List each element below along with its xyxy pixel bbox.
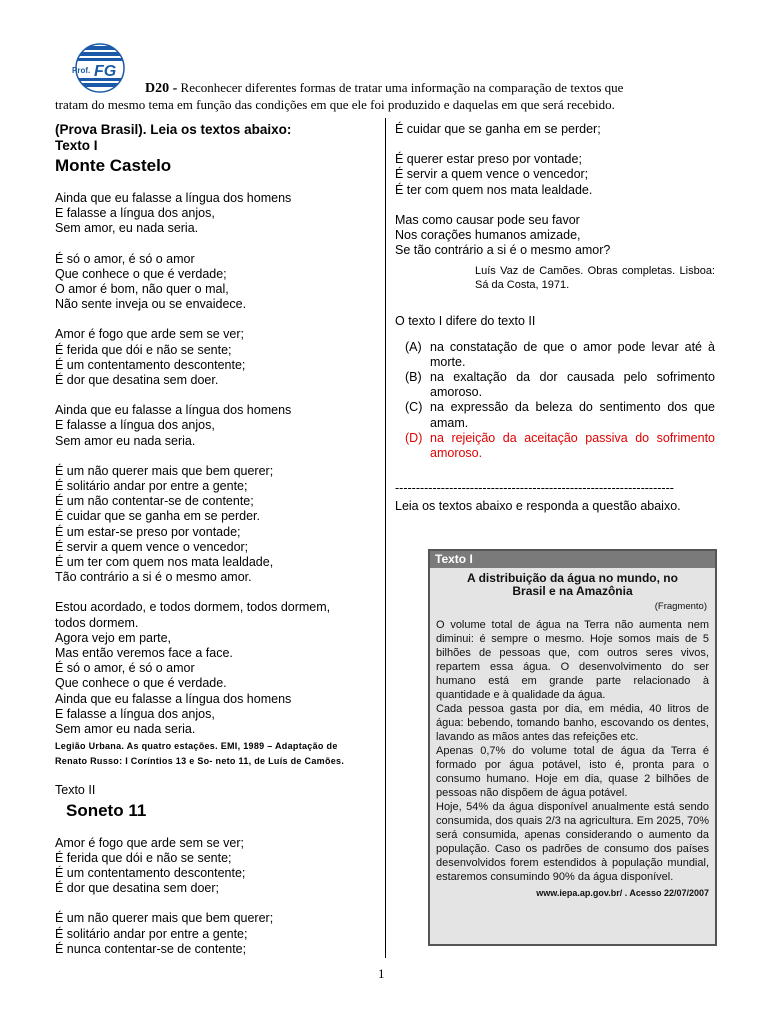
verse-line: É ter com quem nos mata lealdade.	[395, 182, 593, 197]
verse-line: Mas como causar pode seu favor	[395, 212, 580, 227]
verse-line: É só o amor, é só o amor	[55, 251, 195, 266]
texto2-title: Soneto 11	[66, 800, 147, 820]
verse-line: Ainda que eu falasse a língua dos homens	[55, 191, 292, 205]
verse-line: Que conhece o que é verdade;	[55, 266, 227, 281]
figure-paragraph: O volume total de água na Terra não aumenta nem diminui: é sempre o mesmo. Hoje somos mais de 5 bilhões de pessoas que, com outros seres vivos, repartem essa água. O desenvolvimento do ser humano está em grande parte relacionado à quantidade e à qualidade da água.	[436, 619, 709, 701]
page-number: 1	[378, 966, 385, 981]
verse-line: E falasse a língua dos anjos,	[55, 706, 215, 721]
verse-line: É servir a quem vence o vencedor;	[395, 167, 589, 182]
verse-line: Amor é fogo que arde sem se ver;	[55, 835, 244, 850]
descriptor-line-2: tratam do mesmo tema em função das condições em que ele foi produzido e daquelas em que será recebido.	[55, 97, 615, 112]
texto1-stanza	[55, 191, 377, 237]
texto-box-agua	[428, 549, 717, 946]
texto2-stanza	[395, 152, 715, 198]
texto1-stanza	[55, 403, 377, 449]
verse-line: Sem amor eu nada seria.	[55, 433, 196, 448]
texto1-stanza	[55, 252, 377, 313]
verse-line: É dor que desatina sem doer.	[55, 373, 219, 388]
figure-paragraph: Apenas 0,7% do volume total de água da Terra é formado por água potável, isto é, pronta para o consumo humano. Hoje em dia, quase 2 bilhões de pessoas não dispõem de água potável.	[436, 745, 709, 799]
texto1-title: Monte Castelo	[55, 156, 172, 175]
option-label: (A)	[405, 339, 422, 354]
credit-line: Legião Urbana. As quatro estações. EMI, 1989 – Adaptação de	[55, 741, 338, 752]
figure-paragraph: Hoje, 54% da água disponível anualmente está sendo consumida, dos quais 2/3 na agricultura. Em 2025, 70% será consumida, apenas considerando o aumento da população. Caso os padrões de consumo dos países desenvolvidos forem estendidos à população mundial, estaremos consumindo 90% da água disponível.	[436, 801, 709, 883]
verse-line: Amor é fogo que arde sem se ver;	[55, 327, 244, 342]
verse-line: É solitário andar por entre a gente;	[55, 926, 248, 941]
texto2-stanza	[395, 122, 715, 137]
texto1-label: Texto I	[55, 138, 98, 153]
option-d-correct[interactable]	[405, 431, 715, 461]
verse-line: Sem amor, eu nada seria.	[55, 221, 199, 236]
verse-line: Sem amor eu nada seria.	[55, 722, 196, 737]
figure-title-line: Brasil e na Amazônia	[512, 584, 633, 598]
verse-line: É um contentamento descontente;	[55, 865, 246, 880]
dashed-separator: -------------------------------------------------------------------	[395, 481, 674, 496]
verse-line: É dor que desatina sem doer;	[55, 881, 219, 896]
texto2-stanza	[55, 911, 377, 957]
figure-label: Texto I	[430, 551, 715, 568]
verse-line: Que conhece o que é verdade.	[55, 676, 227, 691]
verse-line: O amor é bom, não quer o mal,	[55, 282, 229, 297]
question-stem: O texto I difere do texto II	[395, 314, 536, 329]
verse-line: É cuidar que se ganha em se perder;	[395, 122, 601, 136]
option-text: na constatação de que o amor pode levar até à morte.	[430, 339, 715, 369]
verse-line: É servir a quem vence o vencedor;	[55, 539, 249, 554]
texto2-reference: Luís Vaz de Camões. Obras completas. Lisboa: Sá da Costa, 1971.	[475, 265, 715, 292]
figure-body	[430, 618, 715, 884]
option-text: na exaltação da dor causada pelo sofrimento amoroso.	[430, 370, 715, 400]
descriptor-line-1: Reconhecer diferentes formas de tratar uma informação na comparação de textos que	[180, 80, 624, 95]
verse-line: Ainda que eu falasse a língua dos homens	[55, 403, 292, 418]
texto1-stanza	[55, 327, 377, 388]
intro-heading: (Prova Brasil). Leia os textos abaixo:	[55, 122, 292, 137]
verse-line: todos dormem.	[55, 615, 139, 630]
figure-title	[430, 572, 715, 598]
verse-line: É cuidar que se ganha em se perder.	[55, 509, 260, 524]
verse-line: É só o amor, é só o amor	[55, 661, 195, 676]
option-label: (B)	[405, 370, 422, 385]
verse-line: Agora vejo em parte,	[55, 630, 172, 645]
right-column	[395, 122, 715, 515]
verse-line: É um estar-se preso por vontade;	[55, 524, 241, 539]
option-label: (C)	[405, 400, 423, 415]
figure-source: www.iepa.ap.gov.br/ . Acesso 22/07/2007	[536, 888, 709, 898]
verse-line: É ferida que dói e não se sente;	[55, 342, 232, 357]
verse-line: É um contentamento descontente;	[55, 357, 246, 372]
texto1-credit	[55, 739, 377, 769]
texto1-stanza	[55, 600, 377, 737]
figure-fragment-note: (Fragmento)	[654, 601, 707, 612]
verse-line: Se tão contrário a si é o mesmo amor?	[395, 243, 611, 258]
texto1-stanza	[55, 464, 377, 586]
figure-paragraph: Cada pessoa gasta por dia, em média, 40 litros de água: bebendo, tomando banho, escovando os dentes, lavando as mãos antes das refeições etc.	[436, 703, 709, 743]
verse-line: Não sente inveja ou se envaidece.	[55, 297, 247, 312]
descriptor-code: D20 -	[145, 81, 178, 96]
verse-line: E falasse a língua dos anjos,	[55, 206, 215, 221]
verse-line: Tão contrário a si é o mesmo amor.	[55, 570, 252, 585]
verse-line: E falasse a língua dos anjos,	[55, 418, 215, 433]
verse-line: É solitário andar por entre a gente;	[55, 479, 248, 494]
verse-line: Ainda que eu falasse a língua dos homens	[55, 691, 292, 706]
credit-line: Renato Russo: I Coríntios 13 e So- neto 11, de Luís de Camões.	[55, 756, 345, 767]
verse-line: É ferida que dói e não se sente;	[55, 850, 232, 865]
texto2-label: Texto II	[55, 783, 96, 798]
verse-line: Estou acordado, e todos dormem, todos dormem,	[55, 600, 331, 615]
option-text: na rejeição da aceitação passiva do sofrimento amoroso.	[430, 430, 715, 461]
option-text: na expressão da beleza do sentimento dos que amam.	[430, 400, 715, 430]
option-label: (D)	[405, 430, 423, 445]
logo-initials: FG	[94, 63, 117, 80]
verse-line: Nos corações humanos amizade,	[395, 228, 581, 243]
verse-line: É um não contentar-se de contente;	[55, 494, 254, 509]
option-c[interactable]	[405, 400, 715, 430]
option-a[interactable]	[405, 340, 715, 370]
figure-title-line: A distribuição da água no mundo, no	[467, 571, 678, 585]
verse-line: É querer estar preso por vontade;	[395, 152, 582, 167]
left-column	[55, 122, 377, 972]
option-b[interactable]	[405, 370, 715, 400]
verse-line: É um não querer mais que bem querer;	[55, 911, 274, 926]
texto2-stanza	[55, 836, 377, 897]
verse-line: Mas então veremos face a face.	[55, 646, 233, 661]
verse-line: É um ter com quem nos mata lealdade,	[55, 555, 274, 570]
verse-line: É um não querer mais que bem querer;	[55, 463, 274, 478]
answer-options	[405, 340, 715, 462]
column-divider	[385, 118, 386, 958]
instruction-text: Leia os textos abaixo e responda a questão abaixo.	[395, 499, 681, 514]
header-descriptor	[55, 80, 715, 113]
verse-line: É nunca contentar-se de contente;	[55, 941, 247, 956]
logo-prefix: Prof.	[72, 66, 91, 75]
texto2-stanza	[395, 213, 715, 259]
